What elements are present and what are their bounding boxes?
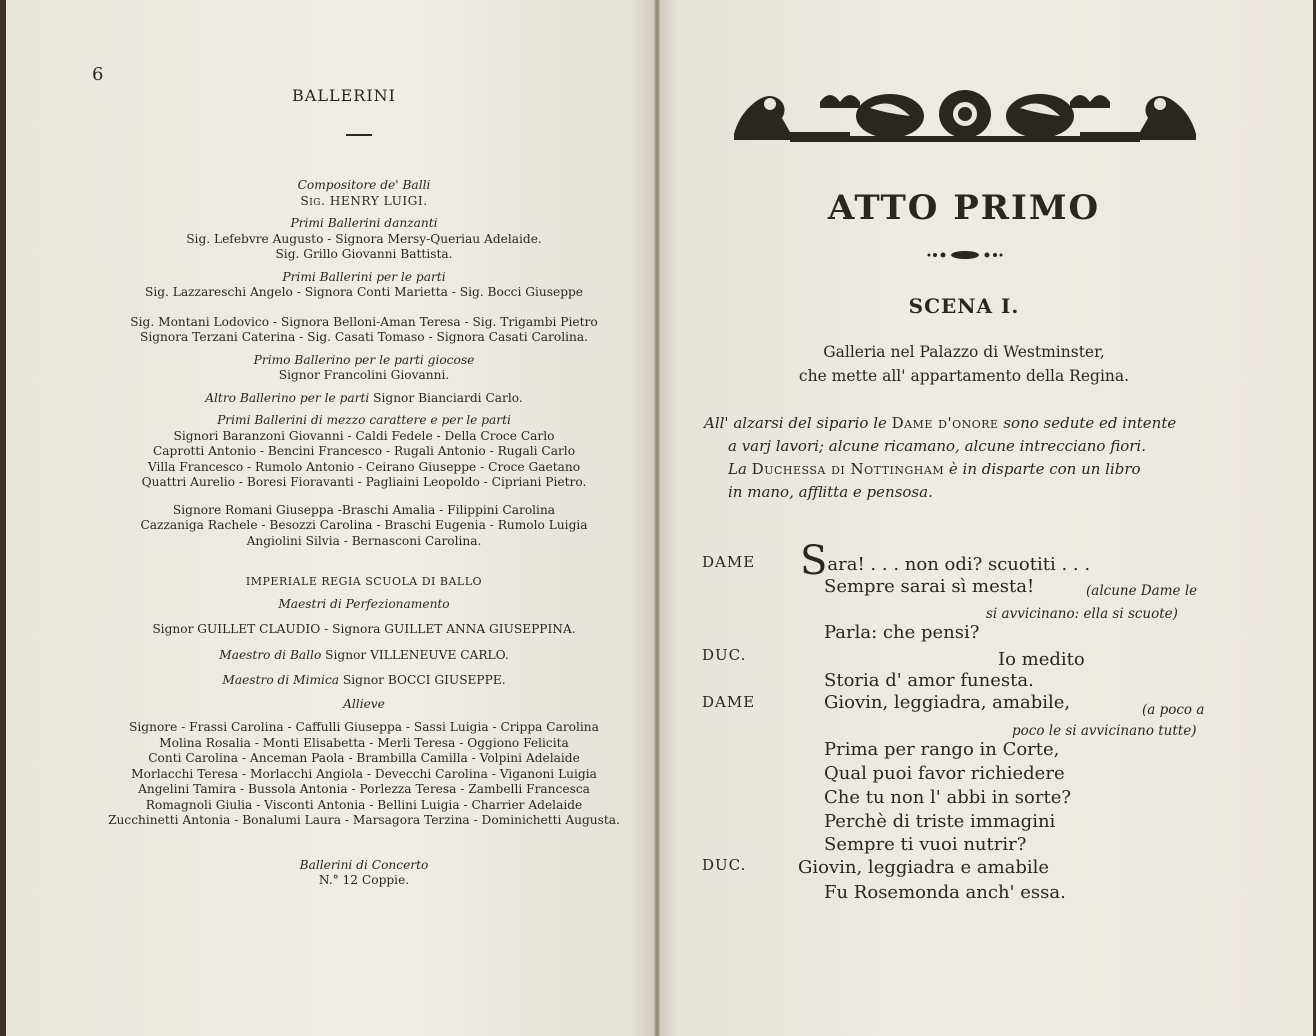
- cast-names: Quattri Aurelio - Boresi Fioravanti - Pagliaini Leopoldo - Cipriani Pietro.: [141, 475, 587, 489]
- cast-names: Villa Francesco - Rumolo Antonio - Ceirano Giuseppe - Croce Gaetano: [147, 459, 581, 474]
- cast-names: N.° 12 Coppie.: [318, 873, 410, 887]
- cast-block: [92, 673, 636, 689]
- verse-line: Sempre ti vuoi nutrir?: [824, 834, 1027, 855]
- cast-names: Angelini Tamira - Bussola Antonia - Porlezza Teresa - Zambelli Francesca: [138, 782, 590, 796]
- scene-title: SCENA I.: [908, 294, 1020, 318]
- role-title: Primi Ballerini per le parti: [282, 269, 446, 284]
- scene-setting: [658, 340, 1270, 388]
- role-title: Compositore de' Balli: [297, 178, 431, 192]
- verse-line: Storia d' amor funesta.: [824, 670, 1034, 691]
- cast-names: Caprotti Antonio - Bencini Francesco - Rugali Antonio - Rugali Carlo: [152, 444, 576, 458]
- cast-block: [92, 503, 636, 550]
- cast-names: Morlacchi Teresa - Morlacchi Angiola - Devecchi Carolina - Viganoni Luigia: [131, 766, 597, 781]
- stage-direction: [704, 412, 1232, 504]
- cast-block: [92, 391, 636, 407]
- header-rule: [346, 134, 372, 136]
- drop-cap: S: [800, 538, 828, 584]
- setting-line: Galleria nel Palazzo di Westminster,: [823, 343, 1105, 361]
- cast-names: Zucchinetti Antonia - Bonalumi Laura - Marsagora Terzina - Dominichetti Augusta.: [108, 813, 620, 827]
- verse-line: Prima per rango in Corte,: [824, 739, 1060, 760]
- role-title: Maestri di Perfezionamento: [278, 596, 450, 611]
- cast-block: [92, 648, 636, 664]
- verse-line: Giovin, leggiadra e amabile: [798, 857, 1050, 878]
- verse-line: Fu Rosemonda anch' essa.: [824, 882, 1066, 903]
- speaker-dame: DAME: [702, 693, 756, 711]
- role-title: Altro Ballerino per le parti: [205, 390, 370, 405]
- setting-line: che mette all' appartamento della Regina.: [798, 367, 1130, 385]
- cast-names: Signori Baranzoni Giovanni - Caldi Fedele - Della Croce Carlo: [173, 428, 555, 443]
- role-title: Maestro di Ballo: [219, 647, 322, 662]
- page-number: 6: [92, 64, 104, 85]
- cast-block: [92, 315, 636, 346]
- cast-names: Cazzaniga Rachele - Besozzi Carolina - Braschi Eugenia - Rumolo Luigia: [140, 518, 588, 532]
- cast-names: Angiolini Silvia - Bernasconi Carolina.: [246, 533, 482, 548]
- small-ornament-icon: [925, 248, 1005, 262]
- act-title: ATTO PRIMO: [827, 188, 1101, 228]
- stage-direction-text: All' alzarsi del sipario le: [704, 414, 892, 432]
- cast-names: Sig. HENRY LUIGI.: [300, 193, 428, 208]
- verse-text: ara! . . . non odi? scuotiti . . .: [827, 554, 1091, 575]
- cast-names: Signor GUILLET CLAUDIO - Signora GUILLET ANNA GIUSEPPINA.: [152, 622, 576, 636]
- cast-names: Conti Carolina - Anceman Paola - Brambilla Camilla - Volpini Adelaide: [148, 751, 580, 765]
- cast-block: [92, 720, 636, 829]
- role-title: Allieve: [343, 696, 385, 711]
- book-gutter: [654, 0, 660, 1036]
- speaker-duc: DUC.: [702, 646, 747, 664]
- role-title: Primi Ballerini danzanti: [290, 216, 438, 230]
- cast-names: Signor BOCCI GIUSEPPE.: [342, 673, 506, 687]
- stage-direction-text: è in disparte con un libro: [944, 460, 1141, 478]
- cast-names: Signor Francolini Giovanni.: [278, 368, 450, 382]
- stage-direction-text: a varj lavori; alcune ricamano, alcune intrecciano fiori.: [728, 437, 1146, 455]
- cast-block: [92, 216, 636, 263]
- character-name: Dame d'onore: [891, 414, 999, 432]
- school-title: IMPERIALE REGIA SCUOLA DI BALLO: [245, 575, 483, 588]
- cast-names: Signor VILLENEUVE CARLO.: [325, 647, 509, 662]
- cast-names: Signore Romani Giuseppa -Braschi Amalia - Filippini Carolina: [172, 502, 556, 517]
- cast-names: Sig. Lazzareschi Angelo - Signora Conti Marietta - Sig. Bocci Giuseppe: [144, 285, 584, 299]
- verse-line: Qual puoi favor richiedere: [824, 763, 1065, 784]
- cast-names: Signore - Frassi Carolina - Caffulli Giuseppa - Sassi Luigia - Crippa Carolina: [129, 720, 599, 734]
- speaker-duc: DUC.: [702, 856, 747, 874]
- cast-block: [92, 270, 636, 301]
- cast-names: Romagnoli Giulia - Visconti Antonia - Bellini Luigia - Charrier Adelaide: [145, 797, 583, 812]
- verse-line: Giovin, leggiadra, amabile,: [824, 692, 1071, 713]
- character-name: Duchessa di Nottingham: [751, 460, 945, 478]
- right-page: [658, 0, 1313, 1036]
- role-title: Maestro di Mimica: [222, 673, 340, 687]
- cast-block: [92, 413, 636, 491]
- role-title: Primi Ballerini di mezzo carattere e per le parti: [217, 413, 511, 427]
- verse-line: Che tu non l' abbi in sorte?: [824, 787, 1071, 808]
- speaker-dame: DAME: [702, 553, 756, 571]
- stage-aside: (alcune Dame le: [1086, 583, 1198, 599]
- running-head: BALLERINI: [292, 86, 396, 105]
- cast-names: Signor Bianciardi Carlo.: [373, 390, 523, 405]
- cast-names: Sig. Lefebvre Augusto - Signora Mersy-Queriau Adelaide.: [186, 231, 542, 246]
- stage-direction-text: sono sedute ed intente: [998, 414, 1177, 432]
- cast-names: Sig. Montani Lodovico - Signora Belloni-Aman Teresa - Sig. Trigambi Pietro: [130, 314, 598, 329]
- stage-aside: (a poco a: [1142, 702, 1205, 718]
- cast-block: [92, 353, 636, 384]
- verse-line: Perchè di triste immagini: [824, 811, 1056, 832]
- role-title: Primo Ballerino per le parti giocose: [253, 352, 475, 367]
- cast-names: Signora Terzani Caterina - Sig. Casati Tomaso - Signora Casati Carolina.: [139, 330, 589, 344]
- stage-aside: si avvicinano: ella si scuote): [986, 606, 1178, 622]
- verse-line: Sempre sarai sì mesta!: [824, 576, 1035, 597]
- stage-direction-text: in mano, afflitta e pensosa.: [728, 483, 933, 501]
- cast-block: [92, 178, 636, 209]
- cast-names: Sig. Grillo Giovanni Battista.: [275, 247, 453, 261]
- verse-line: [800, 538, 1091, 584]
- verse-line: Io medito: [998, 649, 1085, 670]
- cast-names: Molina Rosalia - Monti Elisabetta - Merli Teresa - Oggiono Felicita: [159, 735, 569, 750]
- ornament-headpiece-icon: [730, 82, 1200, 152]
- role-title: Ballerini di Concerto: [299, 857, 429, 872]
- stage-aside: poco le si avvicinano tutte): [1012, 723, 1197, 739]
- cast-list: [92, 178, 636, 889]
- stage-direction-text: La: [728, 460, 752, 478]
- verse-line: Parla: che pensi?: [824, 622, 980, 643]
